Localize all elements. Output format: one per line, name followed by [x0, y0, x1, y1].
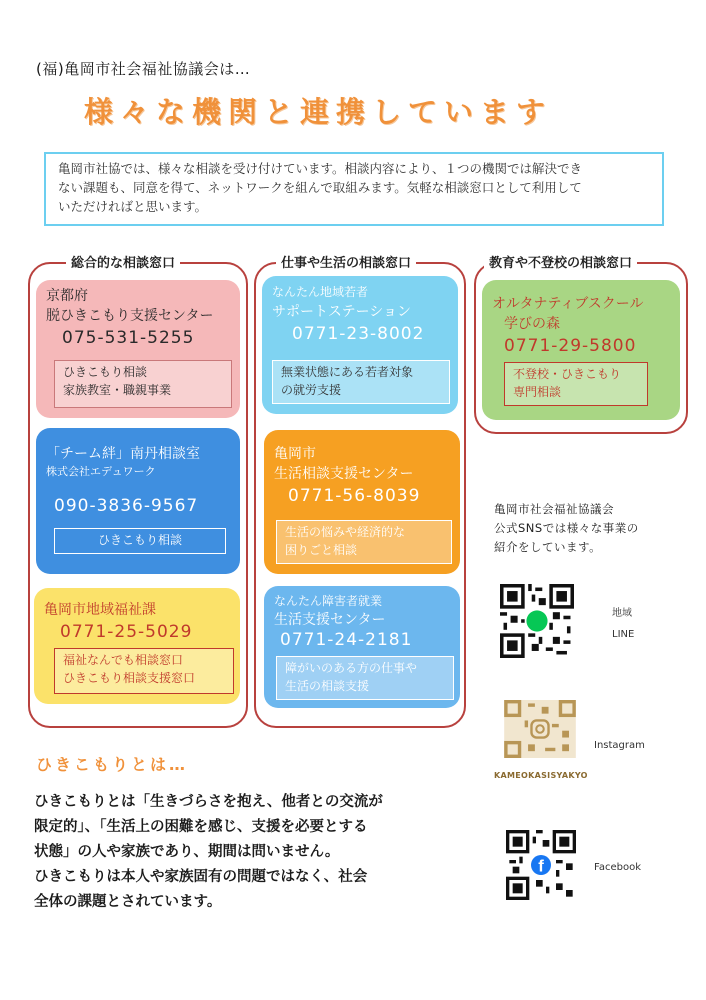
welfare-division-card — [34, 588, 240, 704]
service-text: 生活の悩みや経済的な — [285, 525, 406, 539]
service-text: ひきこもり相談 — [63, 365, 148, 379]
service-text: 生活の相談支援 — [285, 679, 370, 693]
intro-line: ない課題も、同意を得て、ネットワークを組んで取組みます。気軽な相談窓口として利用して — [58, 180, 582, 195]
service-box — [504, 362, 648, 406]
instagram-qr-code[interactable] — [504, 700, 576, 758]
card-org-name: 亀岡市地域福祉課 — [44, 602, 156, 618]
service-text: 困りごと相談 — [285, 543, 358, 557]
card-org-line: 京都府 — [46, 288, 88, 304]
facebook-label: Facebook — [594, 862, 641, 873]
service-text: 障がいのある方の仕事や — [285, 661, 418, 675]
alternative-school-card — [482, 280, 680, 420]
hikikomori-heading: ひきこもりとは… — [36, 755, 189, 774]
disability-support-card — [264, 586, 460, 708]
phone-number[interactable]: 0771-23-8002 — [292, 324, 425, 344]
svg-text:f: f — [538, 856, 544, 876]
education-consult-title: 教育や不登校の相談窓口 — [484, 252, 637, 271]
intro-box — [44, 152, 664, 226]
service-text: 無業状態にある若者対象 — [281, 365, 414, 379]
card-org-name: 生活相談支援センター — [274, 466, 414, 482]
sns-description — [494, 500, 639, 557]
phone-number[interactable]: 0771-24-2181 — [280, 630, 413, 650]
hikikomori-line: 全体の課題とされています。 — [34, 894, 222, 910]
service-box — [54, 360, 232, 408]
service-text: の就労支援 — [281, 383, 342, 397]
instagram-handle: KAMEOKASISYAKYO — [494, 771, 588, 780]
phone-number[interactable]: 075-531-5255 — [62, 328, 195, 348]
card-org-name: 「チーム絆」南丹相談室 — [46, 446, 200, 462]
hikikomori-line: 状態」の人や家族であり、期間は問いません。 — [34, 844, 340, 860]
qr-icon — [506, 830, 576, 900]
hikikomori-line: ひきこもりは本人や家族固有の問題ではなく、社会 — [34, 869, 368, 885]
card-org-line: オルタナティブスクール — [492, 296, 644, 312]
service-text: ひきこもり相談 — [97, 533, 182, 547]
service-box — [54, 648, 234, 694]
youth-support-card — [262, 276, 458, 414]
line-label-text: 地域 — [612, 608, 632, 619]
phone-number[interactable]: 0771-25-5029 — [60, 622, 193, 642]
organization-line: (福)亀岡市社会福祉協議会は… — [36, 60, 251, 78]
life-support-card — [264, 430, 460, 574]
sns-line: 紹介をしています。 — [494, 540, 602, 554]
page-title: 様々な機関と連携しています — [84, 95, 553, 129]
card-org-line: なんたん障害者就業 — [274, 594, 383, 608]
service-text: 家族教室・職親事業 — [63, 383, 172, 397]
phone-number[interactable]: 0771-29-5800 — [504, 336, 637, 356]
sns-line: 公式SNSでは様々な事業の — [494, 521, 639, 535]
company-name: 株式会社エデュワーク — [46, 465, 156, 478]
service-text: 福祉なんでも相談窓口 — [63, 653, 184, 667]
card-org-name: 学びの森 — [504, 316, 560, 332]
hikikomori-line: ひきこもりとは「生きづらさを抱え、他者との交流が — [34, 794, 383, 810]
service-box — [272, 360, 450, 404]
hikikomori-description — [34, 790, 484, 915]
card-org-name: サポートステーション — [272, 304, 412, 320]
service-text: ひきこもり相談支援窓口 — [63, 671, 196, 685]
work-consult-title: 仕事や生活の相談窓口 — [276, 252, 416, 271]
service-box — [276, 656, 454, 700]
instagram-label: Instagram — [594, 740, 645, 751]
line-label-text: LINE — [612, 629, 635, 640]
service-box — [276, 520, 452, 564]
service-text: 専門相談 — [513, 385, 562, 399]
line-label — [612, 604, 634, 640]
team-kizuna-card — [36, 428, 240, 574]
card-org-line: なんたん地域若者 — [272, 285, 369, 299]
service-text: 不登校・ひきこもり — [513, 367, 622, 381]
card-org-name: 生活支援センター — [274, 612, 386, 628]
sns-line: 亀岡市社会福祉協議会 — [494, 502, 614, 516]
qr-icon — [500, 584, 574, 658]
facebook-qr-code[interactable] — [506, 830, 576, 900]
kyoto-center-card — [36, 280, 240, 418]
qr-icon — [504, 700, 576, 758]
intro-line: いただければと思います。 — [58, 199, 208, 214]
intro-line: 亀岡市社協では、様々な相談を受け付けています。相談内容により、１つの機関では解決でき — [58, 161, 583, 176]
line-qr-code[interactable] — [500, 584, 574, 658]
card-org-line: 亀岡市 — [274, 446, 316, 462]
service-box — [54, 528, 226, 554]
phone-number[interactable]: 0771-56-8039 — [288, 486, 421, 506]
phone-number[interactable]: 090-3836-9567 — [54, 496, 199, 516]
general-consult-title: 総合的な相談窓口 — [66, 252, 180, 271]
hikikomori-line: 限定的」、「生活上の困難を感じ、支援を必要とする — [34, 819, 368, 835]
card-org-name: 脱ひきこもり支援センター — [46, 308, 214, 324]
